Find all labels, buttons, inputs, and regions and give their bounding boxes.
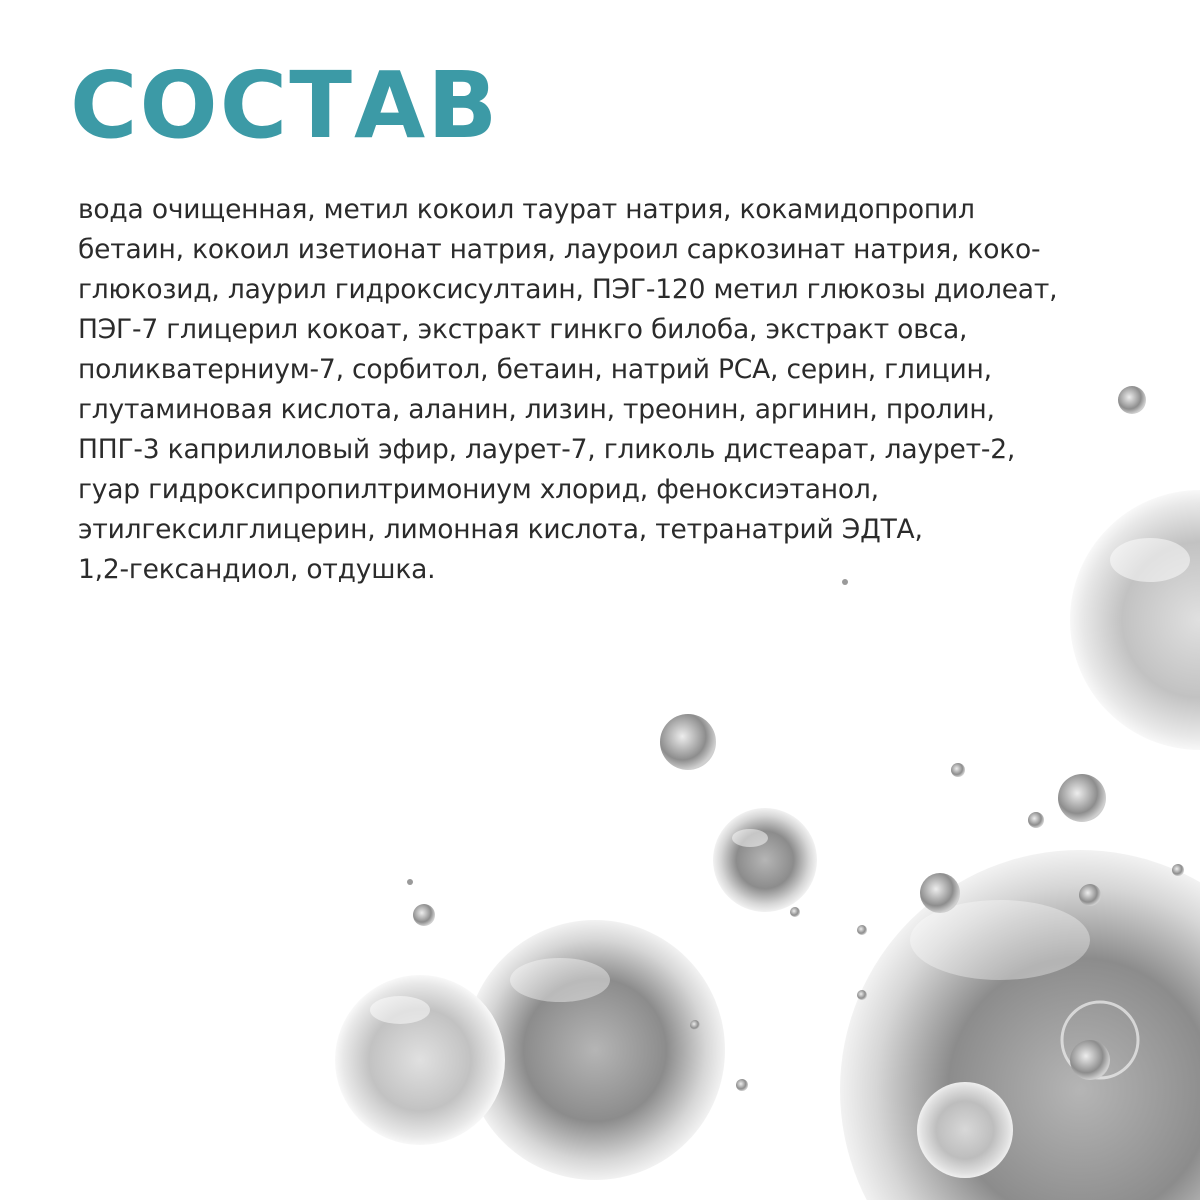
huge-bubble-bottom-right [840, 850, 1200, 1200]
bubble-mid [713, 808, 817, 912]
medium-bubble-left [335, 975, 505, 1145]
page-title: СОСТАВ [70, 52, 500, 159]
ingredients-list: вода очищенная, метил кокоил таурат натрия, кокамидопропил бетаин, кокоил изетионат натрия, лауроил саркозинат натрия, коко- глюкозид, лаурил гидроксисултаин, ПЭГ-120 метил глюкозы диолеат, ПЭГ-7 глицерил кокоат, экстракт гинкго билоба, экстракт овса, поликватерниум-7, сорбитол, бетаин, натрий PCA, серин, глицин, глутаминовая кислота, аланин, лизин, треонин, аргинин, пролин, ППГ-3 каприлиловый эфир, лаурет-7, гликоль дистеарат, лаурет-2, гуар гидроксипропилтримониум хлорид, феноксиэтанол, этилгексилглицерин, лимонная кислота, тетранатрий ЭДТА, 1,2-гександиол, отдушка. [78, 194, 1058, 585]
